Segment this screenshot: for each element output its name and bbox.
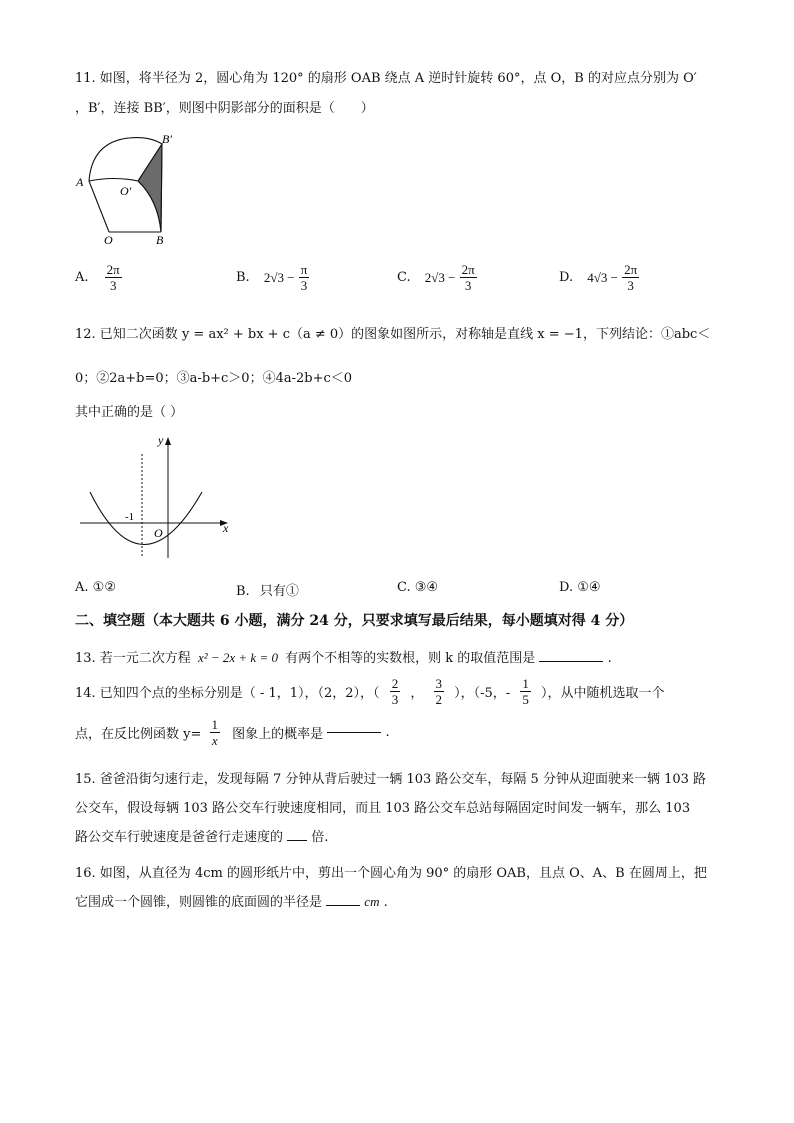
q12-parabola (90, 492, 202, 545)
q11-option-d-frac: $\frac{2\pi}{3}$ (624, 262, 638, 293)
q11-option-c-letter: C. (397, 270, 411, 285)
q12-label-y: y (158, 433, 164, 447)
q11-option-b-frac: $\frac{\pi}{3}$ (300, 262, 308, 293)
q14-p4-pre: ），（-5，- (454, 686, 511, 701)
q11-figure (74, 132, 184, 244)
q15-line2: 公交车，假设每辆 103 路公交车行驶速度相同，而且 103 路公交车总站每隔固定时间发一辆车，那么 103 (75, 801, 691, 816)
q14-post: ），从中随机选取一个 (540, 686, 665, 701)
q16-line2-pre: 它围成一个圆锥，则圆锥的底面圆的半径是 (75, 895, 323, 910)
q12-option-b-letter: B. (236, 584, 250, 599)
q12-y-axis-arrow (165, 437, 171, 445)
q14-answer-blank[interactable] (327, 732, 381, 733)
q16-end: . (383, 895, 388, 910)
q12-label-minus-one: -1 (125, 511, 135, 523)
q16-unit: cm (364, 894, 380, 909)
q15-line1: 15. 爸爸沿街匀速行走，发现每隔 7 分钟从背后驶过一辆 103 路公交车，每隔 5 分钟从迎面驶来一辆 103 路 (75, 772, 707, 787)
q11-label-a: A (76, 175, 84, 189)
q12-option-d[interactable] (559, 580, 601, 595)
q11-label-oprime: O′ (120, 184, 132, 198)
q15-answer-blank[interactable] (287, 840, 307, 841)
q13-answer-blank[interactable] (539, 661, 603, 662)
q14-p4-frac: $\frac{1}{5}$ (522, 676, 529, 707)
q13 (75, 647, 612, 666)
q12-line1: 12. 已知二次函数 y = ax² + bx + c（a ≠ 0）的图象如图所示，对称轴是直线 x = −1，下列结论：①abc＜ (75, 327, 711, 342)
q15-line3-post: 倍. (311, 830, 329, 845)
q13-text-pre: 13. 若一元二次方程 (75, 651, 191, 666)
q12-line2: 0；②2a+b=0；③a-b+c＞0；④4a-2b+c＜0 (75, 371, 353, 386)
q11-arc-a-oprime (89, 179, 138, 182)
q12-line3: 其中正确的是（ ） (75, 405, 184, 420)
q11-option-d[interactable] (559, 262, 639, 293)
q14-line2-post: 图象上的概率是 (232, 727, 324, 742)
q11-option-b-pre: 2√3 − (263, 269, 295, 285)
q11-line1: 11. 如图，将半径为 2，圆心角为 120° 的扇形 OAB 绕点 A 逆时针旋转 60°，点 O，B 的对应点分别为 O′ (75, 71, 697, 86)
q11-label-bprime: B′ (162, 132, 172, 146)
q11-option-d-letter: D. (559, 270, 574, 285)
q12-option-a-letter: A. (75, 580, 89, 595)
q11-option-b-letter: B. (236, 270, 250, 285)
q11-option-d-pre: 4√3 − (587, 269, 618, 285)
q12-option-d-letter: D. (559, 580, 574, 595)
q12-option-c[interactable] (397, 580, 438, 595)
q11-option-c[interactable] (397, 262, 477, 293)
q12-option-b-text: 只有① (259, 584, 299, 599)
q14-p3-y-frac: $\frac{3}{2}$ (435, 676, 442, 707)
q11-option-c-frac: $\frac{2\pi}{3}$ (461, 262, 475, 293)
q11-label-o: O (104, 233, 113, 244)
q12-option-a[interactable] (75, 580, 116, 595)
q15-line3 (75, 826, 328, 845)
section2-title: 二、填空题（本大题共 6 小题，满分 24 分，只要求填写最后结果，每小题填对得 4 分） (75, 613, 634, 629)
q14-pre: 14. 已知四个点的坐标分别是（ - 1，1），（2，2），（ (75, 686, 380, 701)
q11-option-a[interactable] (75, 262, 122, 293)
q11-line2: ，B′，连接 BB′，则图中阴影部分的面积是（ ） (75, 101, 374, 116)
q12-option-c-text: ③④ (414, 580, 439, 595)
q14-line2-pre: 点，在反比例函数 y= (75, 727, 202, 742)
q12-option-d-text: ①④ (577, 580, 601, 595)
q14-line1: 14. 已知四个点的坐标分别是（ - 1，1），（2，2），（ $\frac{2}{3}$ ， $\frac{3}{2}$ ），（-5，- $\frac{1}{5}$ ），从中随机选取一个 (75, 676, 665, 707)
q12-label-origin: O (154, 526, 163, 540)
q16-line1: 16. 如图，从直径为 4cm 的圆形纸片中，剪出一个圆心角为 90° 的扇形 OAB，且点 O、A、B 在圆周上，把 (75, 866, 707, 881)
q13-end: . (607, 651, 612, 666)
q14-end: . (385, 725, 390, 740)
q12-figure (78, 432, 238, 562)
q11-seg-a-o (89, 181, 109, 232)
q13-text-post: 有两个不相等的实数根，则 k 的取值范围是 (285, 651, 536, 666)
q11-option-b[interactable] (236, 262, 309, 293)
q16-line2 (75, 891, 388, 910)
q11-option-a-frac: $\frac{2\pi}{3}$ (106, 262, 120, 293)
q12-option-b[interactable] (236, 580, 299, 599)
q16-answer-blank[interactable] (326, 905, 360, 906)
q12-option-a-text: ①② (92, 580, 116, 595)
q15-line3-pre: 路公交车行驶速度是爸爸行走速度的 (75, 830, 284, 845)
q12-option-c-letter: C. (397, 580, 411, 595)
q13-equation: x² − 2x + k = 0 (197, 650, 278, 665)
q14-line2 (75, 717, 390, 748)
q11-option-c-pre: 2√3 − (424, 269, 456, 285)
q14-func-frac: $\frac{1}{x}$ (211, 717, 219, 748)
q11-option-a-letter: A. (75, 270, 89, 285)
q11-label-b: B (156, 233, 164, 244)
q12-label-x: x (223, 521, 229, 535)
q14-p3-x-frac: $\frac{2}{3}$ (391, 676, 399, 707)
